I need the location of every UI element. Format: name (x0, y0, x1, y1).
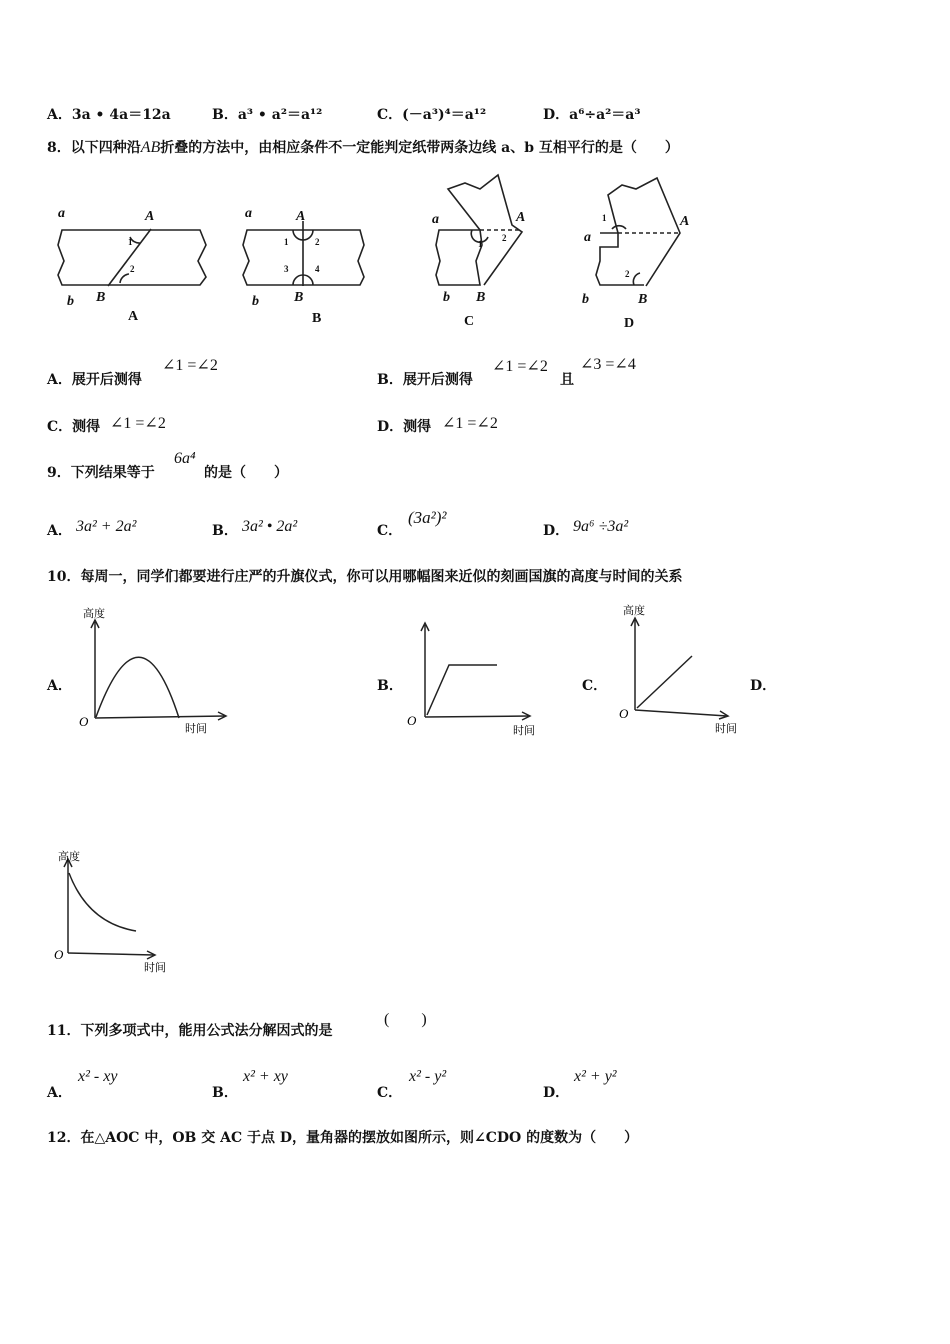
q11-option-c-letter: C． (377, 1085, 403, 1101)
q10-graph-c (615, 600, 750, 740)
q8-caption-a: A (128, 309, 139, 324)
q8-figures (40, 165, 720, 335)
q10-graph-c-ylabel: 高度 (623, 604, 645, 617)
q8-fig-c-angle-1: 1 (478, 239, 483, 249)
q8-option-c (47, 416, 100, 436)
q8-caption-d: D (624, 316, 635, 331)
q11-stem: 11．下列多项式中，能用公式法分解因式的是 (47, 1023, 333, 1039)
q10-graph-d-xlabel: 时间 (144, 961, 166, 974)
q8-fig-d-label-B: B (638, 292, 648, 307)
q8-fig-c-label-b: b (443, 290, 450, 305)
q10-stem: 10．每周一，同学们都要进行庄严的升旗仪式，你可以用哪幅图来近似的刻画国旗的高度与时间的关系 (47, 569, 683, 585)
q8-fig-a-angle-2: 2 (130, 264, 135, 274)
q8-option-b-mid: 且 (560, 372, 574, 388)
q8-fig-a-label-a: a (58, 206, 65, 221)
q10-graph-b-xlabel: 时间 (513, 724, 535, 737)
q8-option-b-text: 展开后测得 (402, 372, 473, 388)
q10-graph-a-origin: O (79, 714, 89, 729)
q8-fig-d-label-b: b (582, 292, 589, 307)
q8-stem-prefix: 8．以下四种沿 (47, 140, 141, 156)
q9-option-a-letter: A． (47, 523, 72, 539)
q8-fig-a-angle-1: 1 (128, 237, 133, 247)
q10-option-b: B． (377, 678, 403, 694)
q10-graph-d (50, 845, 180, 975)
q11-option-b-letter: B． (212, 1085, 238, 1101)
q9-option-a-math: 3a² + 2a² (76, 518, 137, 535)
q9-option-c-letter: C． (377, 523, 403, 539)
q8-stem-suffix: 折叠的方法中，由相应条件不一定能判定纸带两条边线 a、b 互相平行的是（ ） (160, 140, 679, 156)
q9-option-d-letter: D． (543, 523, 570, 539)
q10-graph-b-origin: O (407, 713, 417, 728)
q8-fig-a-label-B: B (96, 290, 106, 305)
q8-option-a-math: ∠1 =∠2 (162, 357, 218, 374)
q8-fig-b-angle-2: 2 (315, 237, 320, 247)
q8-fig-b-angle-4: 4 (315, 264, 320, 274)
q10-graph-d-ylabel: 高度 (58, 850, 80, 863)
q8-fig-a-label-b: b (67, 294, 74, 309)
q11-option-d-letter: D． (543, 1085, 570, 1101)
q10-graph-a-xlabel: 时间 (185, 722, 207, 735)
q9-stem-suffix: 的是（ ） (204, 465, 288, 481)
q7-option-b-letter: B． (212, 107, 238, 123)
q8-fig-b-angle-1: 1 (284, 237, 289, 247)
q8-option-c-text: 测得 (72, 419, 101, 435)
q9-option-c-math: (3a²)² (408, 508, 447, 527)
q11-option-c-math: x² - y² (409, 1068, 447, 1085)
q8-option-c-math: ∠1 =∠2 (110, 415, 166, 432)
q10-graph-c-origin: O (619, 706, 629, 721)
q10-option-a: A． (47, 678, 72, 694)
q8-option-b (377, 369, 473, 389)
q9-stem-prefix: 9．下列结果等于 (47, 465, 155, 481)
q8-option-b-math: ∠1 =∠2 (492, 358, 548, 375)
q8-fig-d-angle-1: 1 (602, 213, 607, 223)
q8-fig-d-label-a: a (584, 230, 591, 245)
q8-option-a-letter: A． (47, 372, 72, 388)
q11-option-a-math: x² - xy (78, 1068, 118, 1085)
q9-option-b-math: 3a² • 2a² (242, 518, 298, 535)
q8-option-b-math2: ∠3 =∠4 (580, 356, 636, 373)
q8-fig-b-label-b: b (252, 294, 259, 309)
q8-option-d (377, 416, 431, 436)
q8-fig-c-angle-2: 2 (502, 233, 507, 243)
q8-stem (47, 137, 679, 157)
q8-fig-a-label-A: A (145, 209, 155, 224)
q9-stem-math: 6a⁴ (174, 450, 196, 467)
q7-option-c-text: (－a³)⁴＝a¹² (402, 107, 487, 123)
q7-option-c-letter: C． (377, 107, 403, 123)
q8-option-d-text: 测得 (403, 419, 432, 435)
q8-option-c-letter: C． (47, 419, 73, 435)
q8-figure-c (436, 175, 522, 285)
q11-paren: ( ) (384, 1011, 427, 1028)
q10-option-d: D． (750, 678, 777, 694)
q9-option-d-math: 9a⁶ ÷3a² (573, 518, 629, 535)
q11-option-d-math: x² + y² (574, 1068, 617, 1085)
q10-graph-c-xlabel: 时间 (715, 722, 737, 735)
q8-fig-c-label-a: a (432, 212, 439, 227)
q7-option-a-text: 3a • 4a＝12a (71, 107, 171, 123)
q8-fig-b-label-a: a (245, 206, 252, 221)
q7-option-d (543, 104, 640, 124)
q8-option-d-math: ∠1 =∠2 (442, 415, 498, 432)
q10-graph-a (75, 602, 235, 742)
q9-option-b-letter: B． (212, 523, 238, 539)
q8-fig-d-label-A: A (680, 214, 690, 229)
q8-figure-d (596, 178, 680, 286)
q8-option-d-letter: D． (377, 419, 404, 435)
q10-graph-b (405, 615, 555, 745)
q8-caption-c: C (464, 314, 475, 329)
q11-option-b-math: x² + xy (243, 1068, 288, 1085)
q11-option-a-letter: A． (47, 1085, 72, 1101)
q7-option-d-letter: D． (543, 107, 570, 123)
q7-option-d-text: a⁶÷a²＝a³ (569, 107, 641, 123)
q12-stem: 12．在△AOC 中，OB 交 AC 于点 D，量角器的摆放如图所示，则∠CDO 的度数为（ ） (47, 1130, 639, 1146)
q8-figure-b (243, 221, 364, 286)
q8-option-a (47, 369, 142, 389)
q10-graph-d-origin: O (54, 947, 64, 962)
q8-caption-b: B (312, 311, 322, 326)
q10-graph-a-ylabel: 高度 (83, 607, 105, 620)
q7-option-a-letter: A． (47, 107, 72, 123)
q7-option-a (47, 104, 171, 124)
q7-option-c (377, 104, 486, 124)
q7-option-b (212, 104, 322, 124)
q10-option-c: C． (582, 678, 608, 694)
q8-option-b-letter: B． (377, 372, 403, 388)
q8-option-a-text: 展开后测得 (71, 372, 142, 388)
q7-option-b-text: a³ • a²＝a¹² (237, 107, 323, 123)
q8-stem-math: AB (140, 139, 161, 156)
q8-fig-b-label-B: B (294, 290, 304, 305)
q8-fig-b-label-A: A (296, 209, 306, 224)
q8-fig-c-label-A: A (516, 210, 526, 225)
q8-fig-d-angle-2: 2 (625, 269, 630, 279)
q8-fig-b-angle-3: 3 (284, 264, 289, 274)
q8-fig-c-label-B: B (476, 290, 486, 305)
